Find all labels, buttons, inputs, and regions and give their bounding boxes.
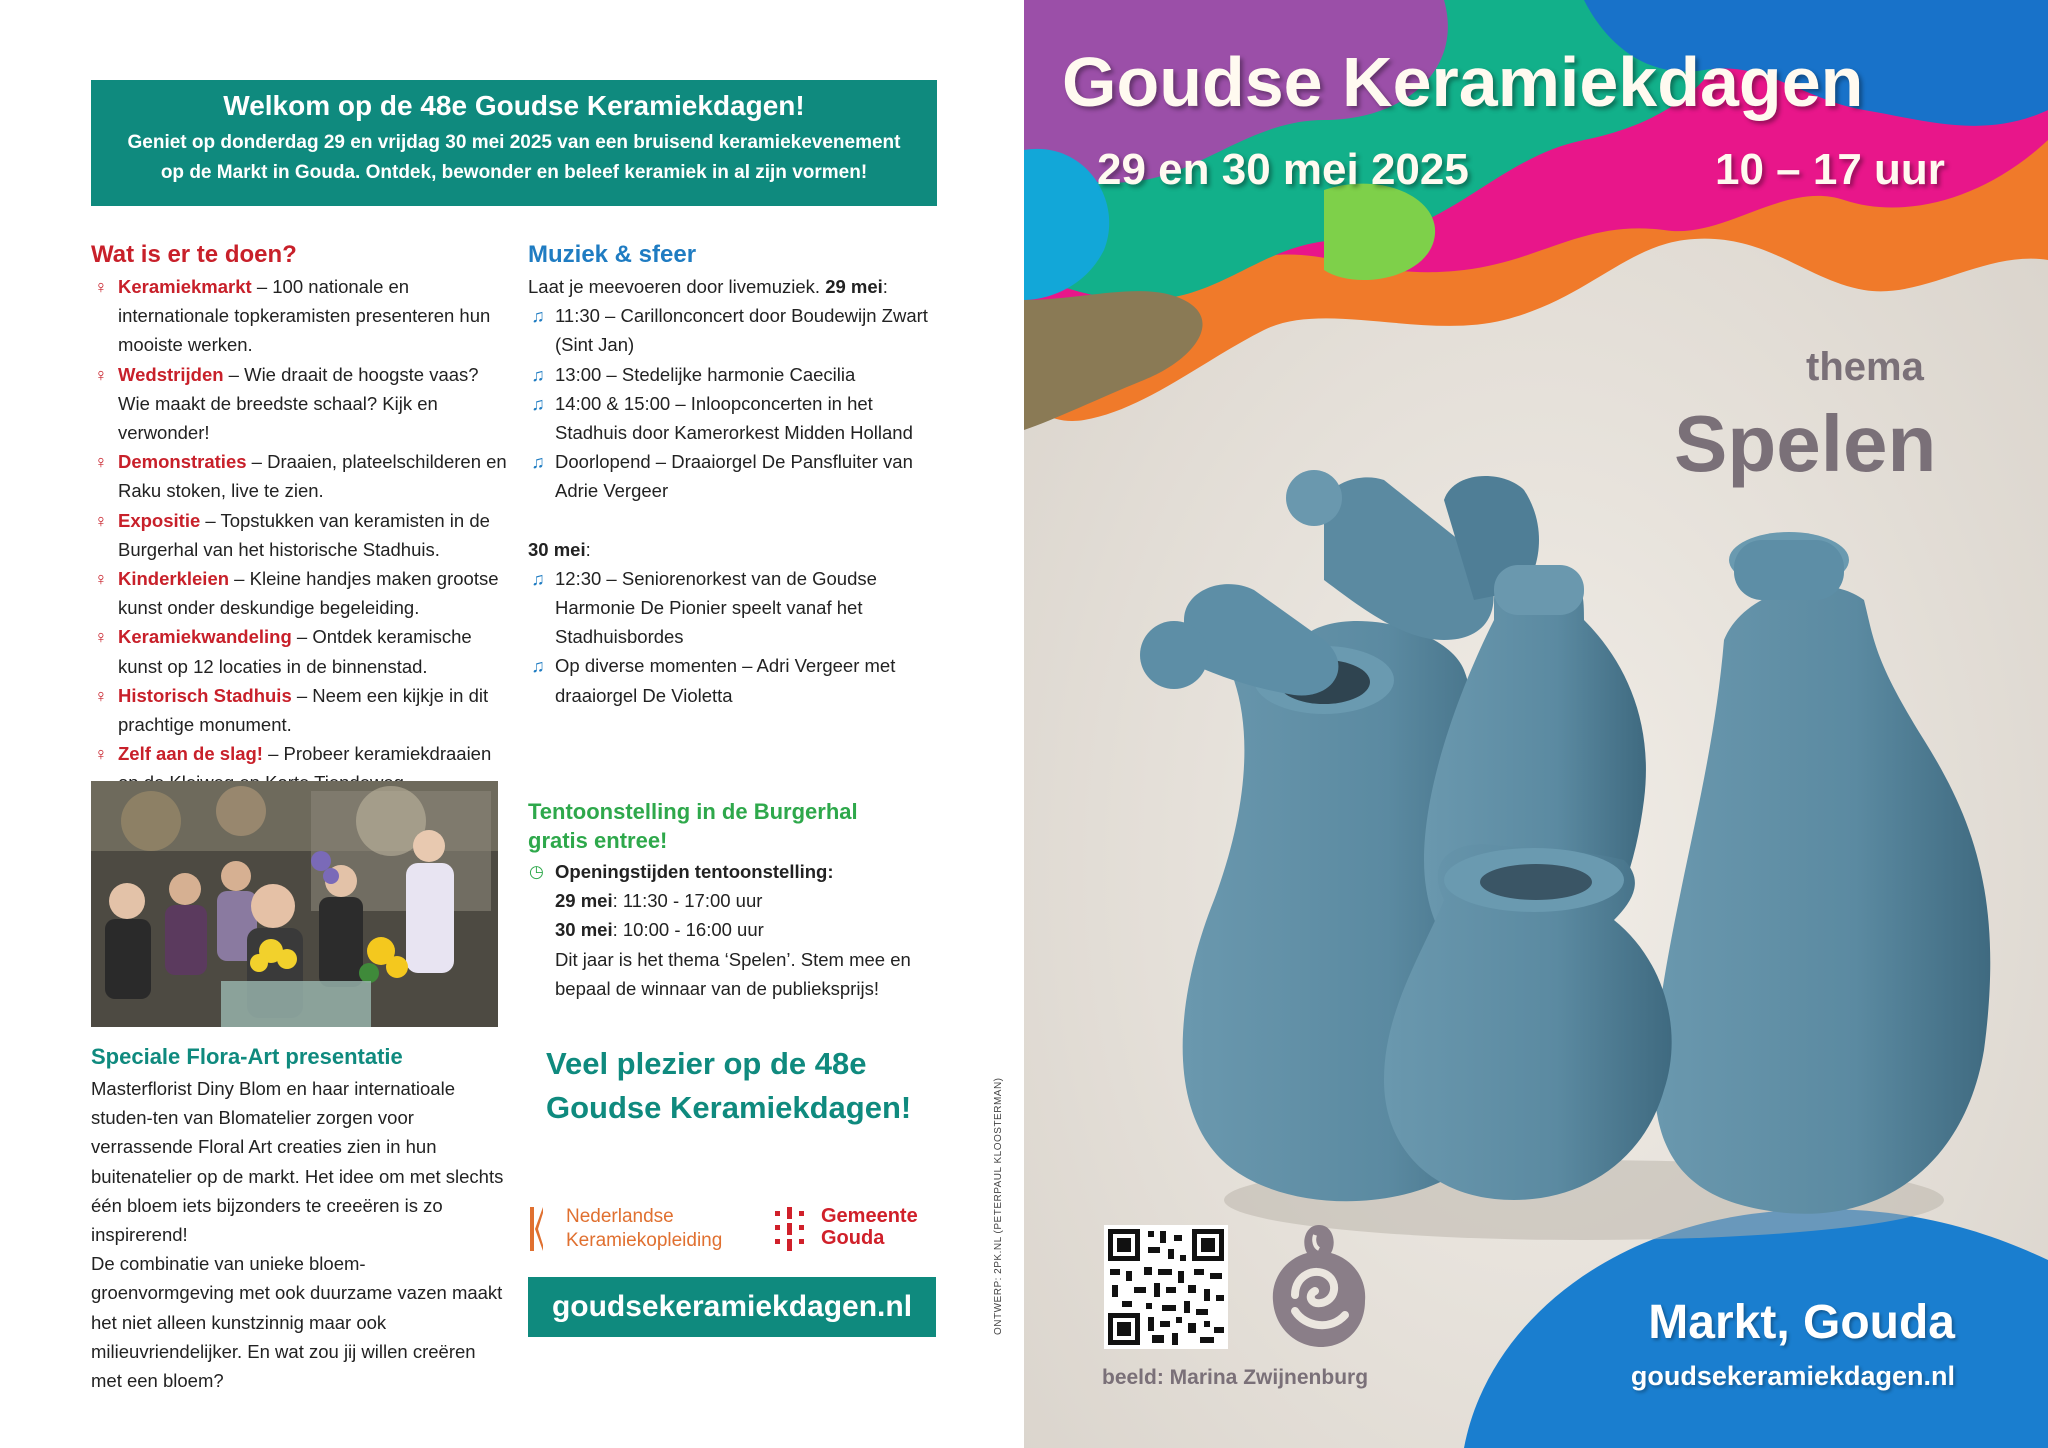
music-day2-label: 30 mei: (528, 538, 591, 560)
exhibition-section (528, 797, 948, 1003)
activities-list (91, 272, 511, 798)
qr-code-icon (1104, 1225, 1228, 1349)
lightbulb-icon: ♀ (94, 277, 108, 297)
welcome-text: Geniet op donderdag 29 en vrijdag 30 mei 2025 van een bruisend keramiekevenement op de Markt in Gouda. Ontdek, bewonder en beleef keramiek in al zijn vormen! (127, 132, 901, 183)
cover-hours: 10 – 17 uur (1715, 145, 1945, 194)
lightbulb-icon: ♀ (94, 569, 108, 590)
activity-item: ♀ Keramiekmarkt – 100 nationale en internationale topkeramisten presenteren hun mooiste werken. (91, 272, 511, 360)
activity-item: ♀ Demonstraties – Draaien, plateelschilderen en Raku stoken, live te zien. (91, 447, 511, 505)
flora-art-photo (91, 781, 498, 1027)
music-list-day1 (528, 301, 943, 505)
gouda-mark-icon (775, 1207, 809, 1251)
cover-website-link[interactable]: goudsekeramiekdagen.nl (1630, 1361, 1955, 1391)
music-section (528, 240, 943, 710)
lightbulb-icon: ♀ (94, 510, 108, 531)
lightbulb-icon: ♀ (94, 364, 108, 385)
exhibition-hours: ◷ Openingstijden tentoonstelling: 29 mei: 11:30 - 17:00 uur 30 mei: 10:00 - 16:00 uur Dit jaar is het thema ‘Spelen’. Stem mee en bepaal de winnaar van de publieksprijs! (528, 857, 948, 1003)
nederlandse-keramiekopleiding-logo: Nederlandse Keramiekopleiding (530, 1205, 740, 1253)
music-item: ♫ Op diverse momenten – Adri Vergeer met draaiorgel De Violetta (528, 651, 943, 709)
music-intro: Laat je meevoeren door livemuziek. 29 mei: (528, 276, 888, 297)
music-note-icon: ♫ (531, 656, 545, 677)
image-credit: beeld: Marina Zwijnenburg (1102, 1366, 1369, 1389)
theme-name: Spelen (1674, 399, 1937, 488)
music-note-icon: ♫ (531, 568, 545, 589)
qr-code[interactable] (1104, 1225, 1228, 1349)
activity-item: ♀ Zelf aan de slag! – Probeer keramiekdraaien (91, 739, 511, 797)
music-item: ♫ 12:30 – Seniorenorkest van de Goudse Harmonie De Pionier speelt vanaf het Stadhuisbordes (528, 564, 943, 652)
activity-item: ♀ Historisch Stadhuis – Neem een kijkje in dit prachtige monument. (91, 681, 511, 739)
cover-title: Goudse Keramiekdagen (1062, 43, 1864, 121)
exhibition-heading: Tentoonstelling in de Burgerhal gratis entree! (528, 799, 858, 853)
music-list-day2 (528, 564, 943, 710)
music-note-icon: ♫ (531, 393, 545, 414)
music-note-icon: ♫ (531, 306, 545, 327)
music-heading: Muziek & sfeer (528, 241, 697, 268)
gemeente-gouda-logo: Gemeente Gouda (775, 1205, 945, 1253)
activities-section (91, 240, 511, 798)
design-credit: ONTWERP: 2PK.NL (PETERPAUL KLOOSTERMAN) (993, 1077, 1004, 1335)
welcome-banner (91, 80, 937, 206)
music-item: ♫ 13:00 – Stedelijke harmonie Caecilia (528, 360, 943, 389)
theme-label: thema (1806, 345, 1924, 389)
keramiekdagen-logo (1265, 1215, 1373, 1355)
flora-paragraph-1: Masterflorist Diny Blom en haar internatioale studen-ten van Blomatelier zorgen voor verrassende Floral Art creaties zien in hun buitenatelier op de markt. Het idee om met slechts één bloem iets bijzonders te creeëren is zo inspirerend! (91, 1078, 504, 1246)
activity-item: ♀ Kinderkleien – Kleine handjes maken grootse kunst onder deskundige begeleiding. (91, 564, 511, 622)
welcome-title: Welkom op de 48e Goudse Keramiekdagen! (223, 90, 805, 121)
keramiekdagen-emblem-icon (1265, 1215, 1373, 1355)
group-photo-illustration (91, 781, 498, 1027)
music-note-icon: ♫ (531, 452, 545, 473)
music-item: ♫ 14:00 & 15:00 – Inloopconcerten in het Stadhuis door Kamerorkest Midden Holland (528, 389, 943, 447)
activity-item: ♀ Expositie – Topstukken van keramisten in de Burgerhal van het historische Stadhuis. (91, 506, 511, 564)
flora-section (91, 1042, 511, 1395)
music-item: ♫ 11:30 – Carillonconcert door Boudewijn Zwart (Sint Jan) (528, 301, 943, 359)
activity-item: ♀ Keramiekwandeling – Ontdek keramische kunst op 12 locaties in de binnenstad. (91, 622, 511, 680)
closing-message: Veel plezier op de 48e Goudse Keramiekdagen! (546, 1046, 912, 1125)
lightbulb-icon: ♀ (94, 627, 108, 648)
music-note-icon: ♫ (531, 364, 545, 385)
music-item: ♫ Doorlopend – Draaiorgel De Pansfluiter van Adrie Vergeer (528, 447, 943, 505)
flora-paragraph-2: De combinatie van unieke bloem- groenvormgeving met ook duurzame vazen maakt het niet alleen kunstzinnig maar ook milieuvriendelijker. En wat zou jij willen creëren met een bloem? (91, 1253, 503, 1392)
lightbulb-icon: ♀ (94, 685, 108, 706)
lightbulb-icon: ♀ (94, 744, 108, 765)
venue-label: Markt, Gouda (1648, 1296, 1955, 1349)
exhibition-note: Dit jaar is het thema ‘Spelen’. Stem mee en bepaal de winnaar van de publieksprijs! (555, 948, 911, 999)
lightbulb-icon: ♀ (94, 452, 108, 473)
flora-heading: Speciale Flora-Art presentatie (91, 1044, 403, 1069)
nk-mark-icon (530, 1207, 544, 1251)
activities-heading: Wat is er te doen? (91, 241, 297, 268)
cover-dates: 29 en 30 mei 2025 (1097, 145, 1469, 194)
activity-item: ♀ Wedstrijden – Wie draait de hoogste vaas? Wie maakt de breedste schaal? Kijk en verwonder! (91, 360, 511, 448)
website-link[interactable]: goudsekeramiekdagen.nl (528, 1277, 936, 1337)
clock-icon: ◷ (529, 862, 544, 881)
